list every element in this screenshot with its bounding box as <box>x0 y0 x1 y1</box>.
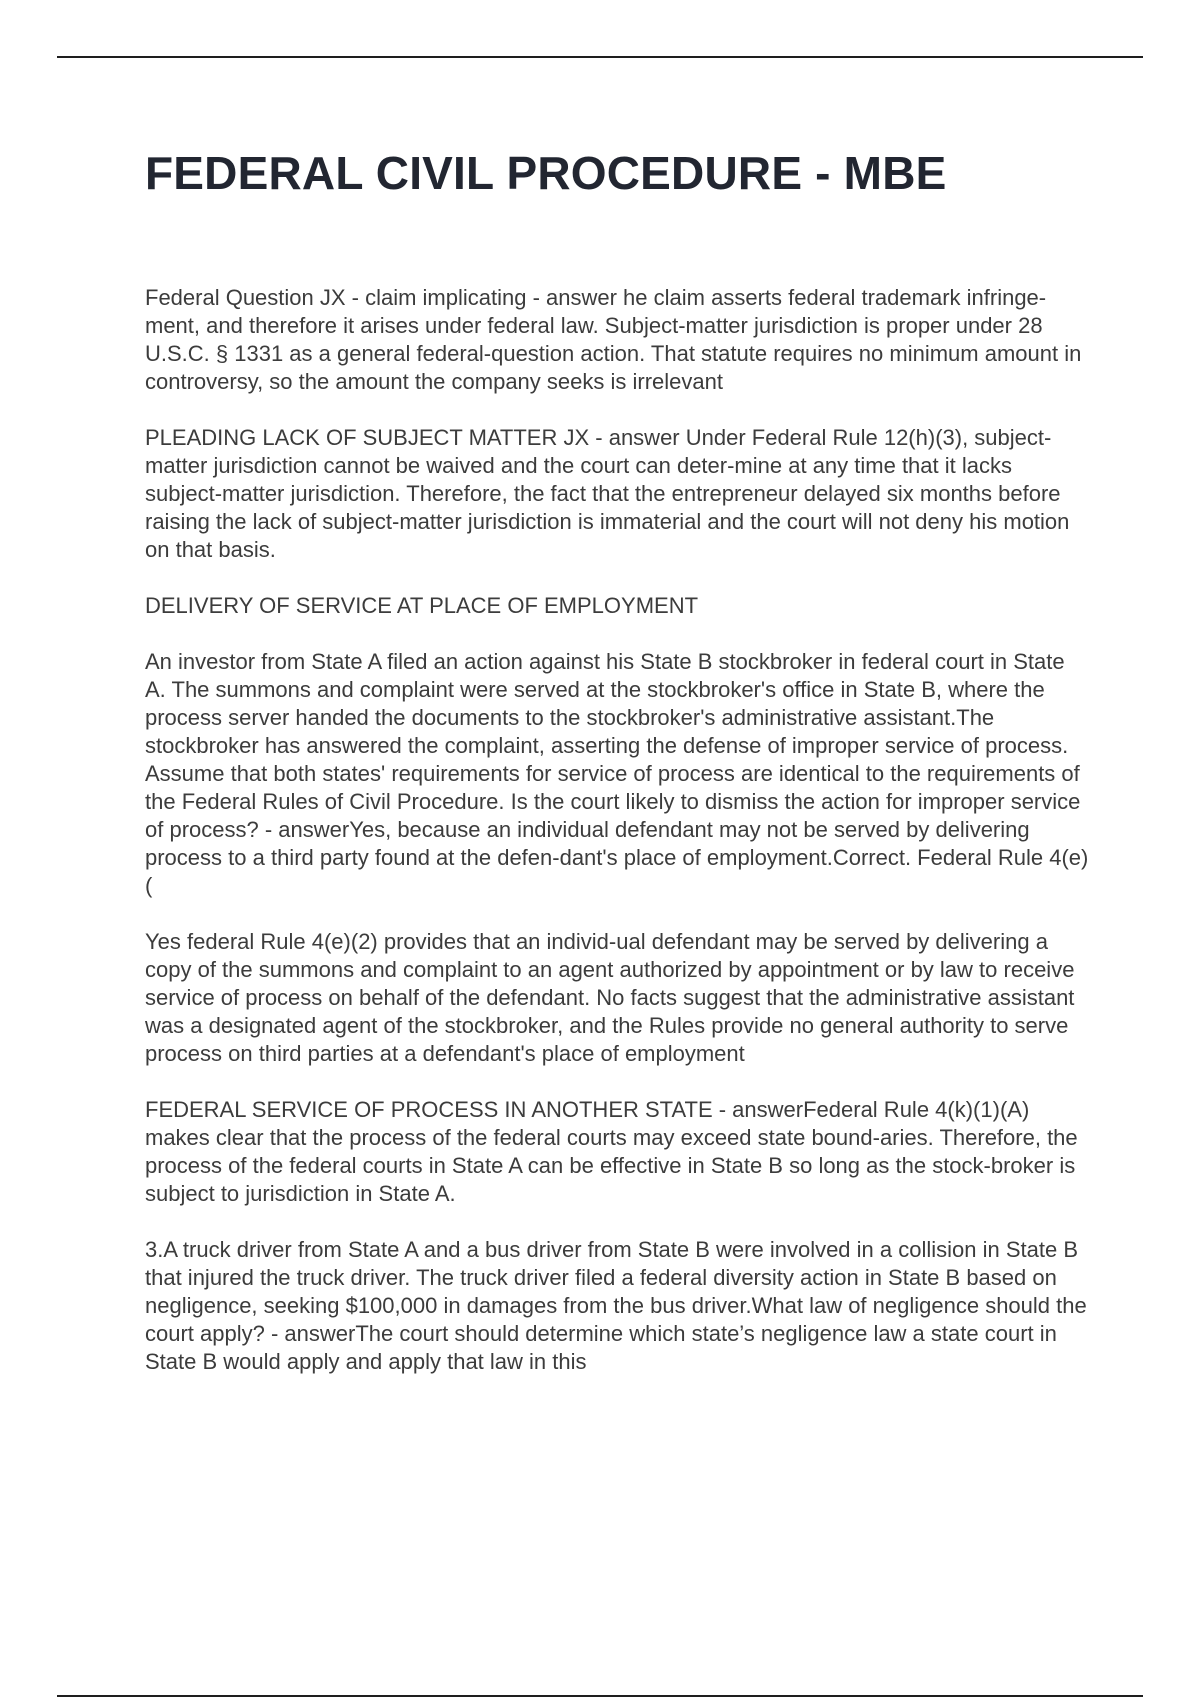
paragraph-pleading-lack-of-jx: PLEADING LACK OF SUBJECT MATTER JX - answer Under Federal Rule 12(h)(3), subject-matter jurisdiction cannot be waived and the court can deter-mine at any time that it lacks subject-matter jurisdiction. Therefore, the fact that the entrepreneur delayed six months before raising the lack of subject-matter jurisdiction is immaterial and the court will not deny his motion on that basis. <box>145 425 1070 562</box>
paragraph-truck-driver-question: 3.A truck driver from State A and a bus driver from State B were involved in a collision in State B that injured the truck driver. The truck driver filed a federal diversity action in State B based on negligence, seeking $100,000 in damages from the bus driver.What law of negligence should the court apply? - answerThe court should determine which state’s negligence law a state court in State B would apply and apply that law in this <box>145 1237 1087 1374</box>
top-divider <box>57 56 1143 58</box>
page-title: FEDERAL CIVIL PROCEDURE - MBE <box>145 147 947 199</box>
paragraph-rule-4e2: Yes federal Rule 4(e)(2) provides that an individ-ual defendant may be served by delivering a copy of the summons and complaint to an agent authorized by appointment or by law to receive service of process on behalf of the defendant. No facts suggest that the administrative assistant was a designated agent of the stockbroker, and the Rules provide no general authority to serve process on third parties at a defendant's place of employment <box>145 929 1075 1066</box>
section-heading-delivery-of-service: DELIVERY OF SERVICE AT PLACE OF EMPLOYMENT <box>145 593 699 618</box>
paragraph-investor-question: An investor from State A filed an action against his State B stockbroker in federal court in State A. The summons and complaint were served at the stockbroker's office in State B, where the process server handed the documents to the stockbroker's administrative assistant.The stockbroker has answered the complaint, asserting the defense of improper service of process. Assume that both states' requirements for service of process are identical to the requirements of the Federal Rules of Civil Procedure. Is the court likely to dismiss the action for improper service of process? - answerYes, because an individual defendant may not be served by delivering process to a third party found at the defen-dant's place of employment.Correct. Federal Rule 4(e)( <box>145 649 1089 898</box>
bottom-divider <box>57 1695 1143 1697</box>
paragraph-service-another-state: FEDERAL SERVICE OF PROCESS IN ANOTHER STATE - answerFederal Rule 4(k)(1)(A) makes clear that the process of the federal courts may exceed state bound-aries. Therefore, the process of the federal courts in State A can be effective in State B so long as the stock-broker is subject to jurisdiction in State A. <box>145 1097 1078 1206</box>
document-body <box>145 284 1090 1404</box>
paragraph-federal-question: Federal Question JX - claim implicating - answer he claim asserts federal trademark infringe-ment, and therefore it arises under federal law. Subject-matter jurisdiction is proper under 28 U.S.C. § 1331 as a general federal-question action. That statute requires no minimum amount in controversy, so the amount the company seeks is irrelevant <box>145 285 1082 394</box>
